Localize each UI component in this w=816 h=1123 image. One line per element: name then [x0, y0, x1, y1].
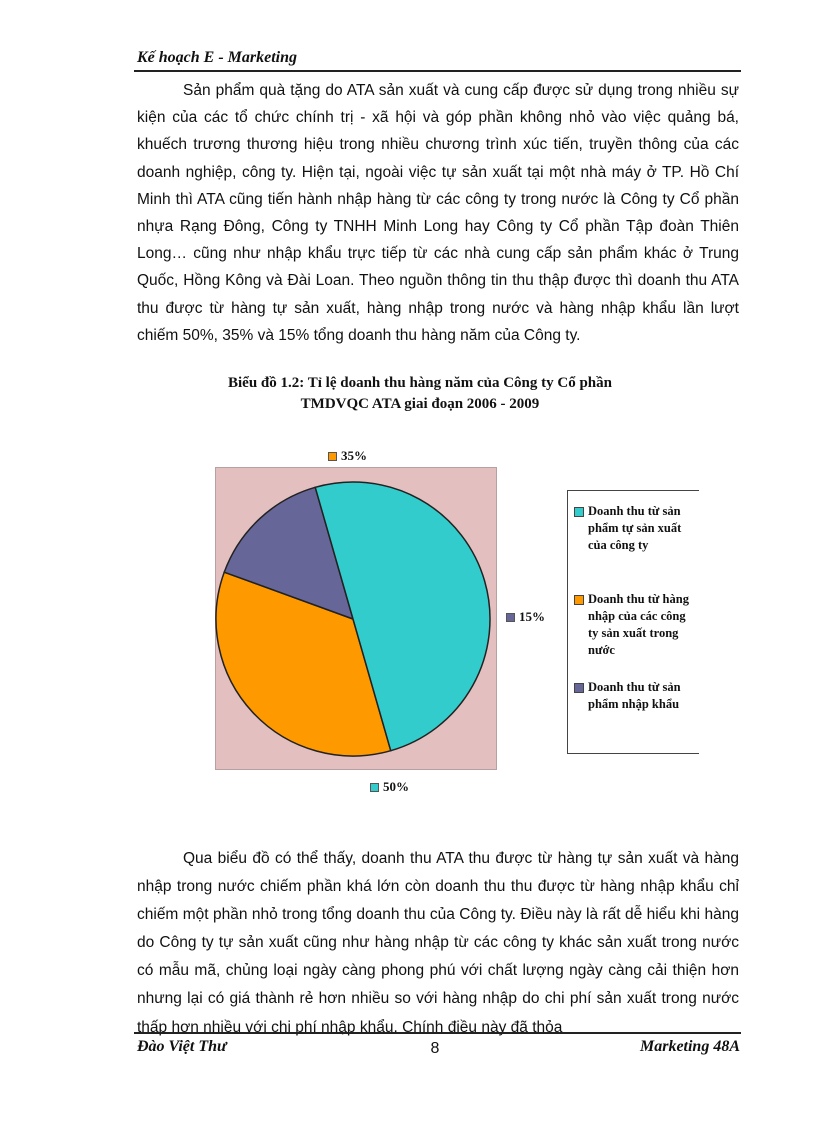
legend-label-own-production: Doanh thu từ sản phẩm tự sản xuất của công ty: [588, 504, 682, 552]
data-label-35: [328, 448, 367, 464]
page-header-title: Kế hoạch E - Marketing: [137, 49, 298, 66]
data-label-50: [370, 779, 409, 795]
paragraph-analysis: Qua biểu đồ có thể thấy, doanh thu ATA thu được từ hàng tự sản xuất và hàng nhập trong nước chiếm phần khá lớn còn doanh thu thu được từ hàng nhập khẩu chỉ chiếm một phần nhỏ trong tổng doanh thu của Công ty. Điều này là rất dễ hiểu khi hàng do Công ty tự sản xuất cũng như hàng nhập từ các công ty khác sản xuất trong nước có mẫu mã, chủng loại ngày càng phong phú với chất lượng ngày càng cải thiện hơn nhưng lại có giá thành rẻ hơn nhiều so với hàng nhập do chi phí sản xuất trong nước thấp hơn nhiều với chi phí nhập khẩu. Chính điều này đã thỏa: [137, 850, 739, 1036]
pie-chart: [215, 467, 497, 770]
footer-author: Đào Việt Thư: [137, 1038, 227, 1055]
label-swatch-orange: [328, 452, 337, 461]
chart-title: [160, 373, 680, 415]
legend-swatch-orange: [574, 595, 584, 605]
data-label-35-text: 35%: [341, 448, 367, 463]
chart-title-line-1: Biểu đồ 1.2: Tỉ lệ doanh thu hàng năm của Công ty Cổ phần: [228, 375, 612, 391]
paragraph-intro: Sản phẩm quà tặng do ATA sản xuất và cung cấp được sử dụng trong nhiều sự kiện của các tổ chức chính trị - xã hội và góp phần không nhỏ vào việc quảng bá, khuếch trương thương hiệu trong nhiều chương trình xúc tiến, truyền thông của các doanh nghiệp, công ty. Hiện tại, ngoài việc tự sản xuất tại một nhà máy ở TP. Hồ Chí Minh thì ATA cũng tiến hành nhập hàng từ các công ty trong nước là Công ty Cổ phần nhựa Rạng Đông, Công ty TNHH Minh Long hay Công ty Cổ phần Tập đoàn Thiên Long… cũng như nhập khẩu trực tiếp từ các nhà cung cấp sản phẩm khác ở Trung Quốc, Hồng Kông và Đài Loan. Theo nguồn thông tin thu thập được thì doanh thu ATA thu được từ hàng tự sản xuất, hàng nhập trong nước và hàng nhập khẩu lần lượt chiếm 50%, 35% và 15% tổng doanh thu hàng năm của Công ty.: [137, 82, 739, 344]
legend-swatch-teal: [574, 507, 584, 517]
legend-label-foreign-import: Doanh thu từ sản phẩm nhập khẩu: [588, 680, 681, 711]
legend-item-foreign-import: [574, 679, 698, 713]
label-swatch-teal: [370, 783, 379, 792]
chart-title-line-2: TMDVQC ATA giai đoạn 2006 - 2009: [300, 396, 540, 412]
header-divider: [134, 70, 741, 72]
data-label-15-text: 15%: [519, 609, 545, 624]
legend-item-domestic-import: [574, 591, 698, 659]
legend-item-own-production: [574, 503, 698, 554]
data-label-50-text: 50%: [383, 779, 409, 794]
legend-swatch-purple: [574, 683, 584, 693]
data-label-15: [506, 609, 545, 625]
label-swatch-purple: [506, 613, 515, 622]
footer-class: Marketing 48A: [639, 1038, 740, 1055]
footer-divider: [134, 1032, 741, 1034]
chart-legend: [567, 490, 699, 754]
page-number: 8: [430, 1040, 440, 1057]
legend-label-domestic-import: Doanh thu từ hàng nhập của các công ty sản xuất trong nước: [588, 592, 689, 657]
